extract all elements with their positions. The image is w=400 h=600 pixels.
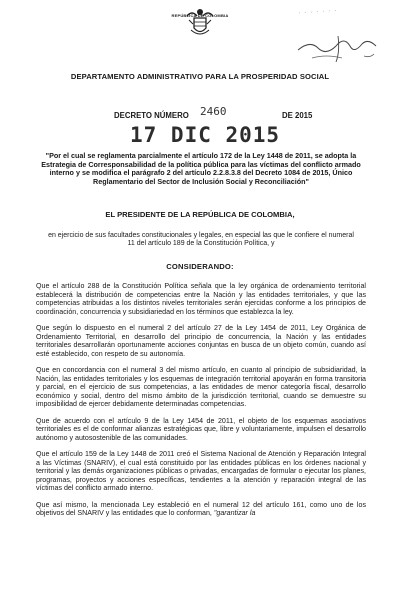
considerando-heading: CONSIDERANDO:	[166, 262, 234, 271]
decree-label: DECRETO NÚMERO	[114, 111, 189, 120]
paragraph: Que de acuerdo con el artículo 9 de la Ley 1454 de 2011, el objeto de los esquemas asociativos territoriales es el de conformar alianzas estratégicas que, libre y voluntariamente, impulsen el desarrollo autónomo y autosostenible de las comunidades.	[36, 416, 366, 442]
republic-label: REPÚBLICA DE COLOMBIA	[171, 13, 229, 18]
paragraph-text: Que así mismo, la mencionada Ley estableció en el numeral 12 del artículo 161, como uno de los objetivos del SNARIV y las entidades que lo conforman,	[36, 500, 366, 517]
paragraph: Que según lo dispuesto en el numeral 2 del artículo 27 de la Ley 1454 de 2011, Ley Orgánica de Ordenamiento Territorial, en desarrollo del principio de concurrencia, la Nación y las entidades territoriales desarrollarán oportunamente acciones conjuntas en busca de un objeto común, cuando así esté establecido, con respeto de su autonomía.	[36, 324, 366, 358]
paragraph-quote: "garantizar la	[213, 509, 256, 517]
coat-of-arms-icon	[183, 6, 217, 40]
handwritten-signature	[292, 28, 388, 68]
decree-year: DE 2015	[282, 111, 313, 120]
paragraph: Que en concordancia con el numeral 3 del mismo artículo, en cuanto al principio de subsidiaridad, la Nación, las entidades territoriales y los esquemas de integración territorial apoyarán en forma transitoria y parcial, en el ejercicio de sus competencias, a las entidades de menor categoría fiscal, desarrollo económico y social, dentro del mismo ámbito de la jurisdicción territorial, cuando se demuestre su imposibilidad de ejercer debidamente determinadas competencias.	[36, 366, 366, 408]
considerations-body	[36, 282, 366, 526]
department-heading: DEPARTAMENTO ADMINISTRATIVO PARA LA PROSPERIDAD SOCIAL	[70, 72, 330, 81]
paragraph: Que el artículo 288 de la Constitución Política señala que la ley orgánica de ordenamiento territorial establecerá la distribución de competencias entre la Nación y las entidades territoriales, y que las competencias atribuidas a los distintos niveles territoriales serán ejercidas conforme a los principios de coordinación, concurrencia y subsidiariedad en los términos que establezca la ley.	[36, 282, 366, 316]
decree-title: "Por el cual se reglamenta parcialmente el artículo 172 de la Ley 1448 de 2011, se adopta la Estrategia de Corresponsabilidad de la política pública para las víctimas del conflicto armado interno y se modifica el parágrafo 2 del artículo 2.2.8.3.8 del Decreto 1084 de 2015, Único Reglamentario del Sector de Inclusión Social y Reconciliación"	[41, 151, 361, 186]
decree-number: 2460	[200, 105, 227, 118]
decree-number-line	[100, 105, 320, 122]
filing-stamp: · · · · · · ·	[297, 8, 338, 17]
paragraph: Que el artículo 159 de la Ley 1448 de 2011 creó el Sistema Nacional de Atención y Reparación Integral a las Víctimas (SNARIV), el cual está constituido por las entidades públicas en los órdenes nacional y territorial y las demás organizaciones públicas o privadas, encargadas de formular o ejecutar los planes, programas, proyectos y acciones específicas, tendientes a la atención y reparación integral de las víctimas del conflicto armado interno.	[36, 450, 366, 492]
date-stamp: 17 DIC 2015	[130, 123, 281, 147]
paragraph	[36, 501, 366, 518]
powers-clause: en ejercicio de sus facultades constitucionales y legales, en especial las que le confiere el numeral 11 del artículo 189 de la Constitución Política, y	[48, 232, 354, 248]
president-heading: EL PRESIDENTE DE LA REPÚBLICA DE COLOMBIA,	[105, 210, 295, 219]
